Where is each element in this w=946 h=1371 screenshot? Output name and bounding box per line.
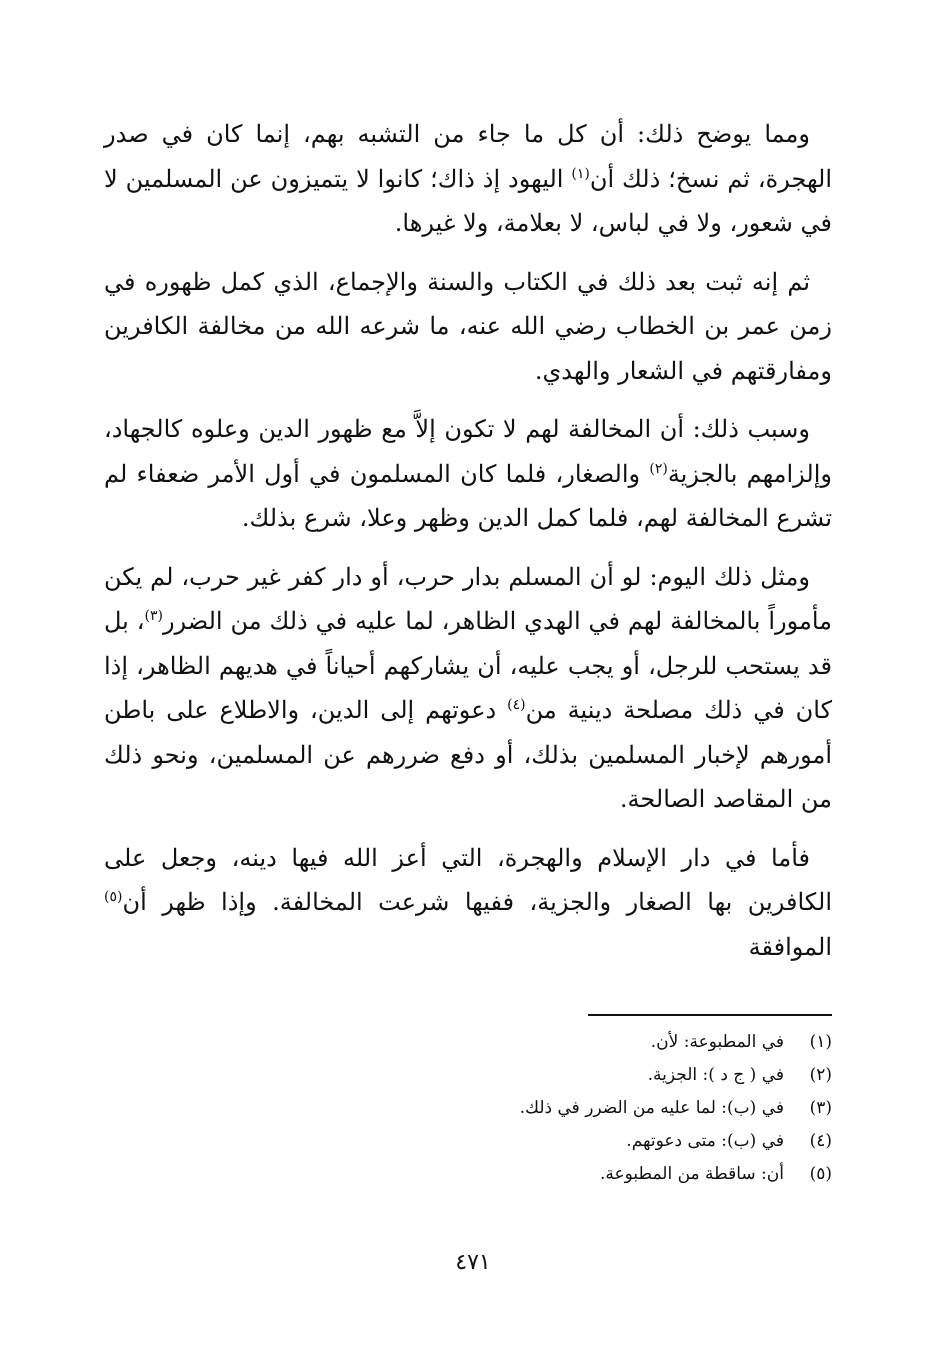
footnote-number: (٢) [809,1065,832,1085]
footnote-ref-1: (١) [571,165,590,182]
footnote-text: في (ب): متى دعوتهم. [626,1131,784,1151]
footnote-5 [104,1158,832,1191]
main-text [104,112,832,969]
footnote-separator [588,1014,832,1016]
footnote-text: في ( ج د ): الجزية. [647,1065,784,1085]
paragraph-5: فأما في دار الإسلام والهجرة، التي أعز الله فيها دينه، وجعل على الكافرين بها الصغار والجزية، ففيها شرعت المخالفة. وإذا ظهر أن$^{(٥)}$ الموافقة [104,843,833,961]
paragraph-1: ومما يوضح ذلك: أن كل ما جاء من التشبه بهم، إنما كان في صدر الهجرة، ثم نسخ؛ ذلك أن$^{(١)}$ اليهود إذ ذاك؛ كانوا لا يتميزون عن المسلمين لا في شعور، ولا في لباس، لا بعلامة، ولا غيرها. [104,120,833,237]
footnotes-list [104,1026,832,1191]
footnote-number: (١) [809,1032,832,1052]
footnote-2 [104,1059,832,1092]
footnote-text: في (ب): لما عليه من الضرر في ذلك. [519,1098,784,1118]
footnote-ref-4: (٤) [507,697,526,713]
footnote-ref-3: (٣) [144,608,163,624]
footnote-number: (٥) [809,1164,832,1184]
footnote-text: في المطبوعة: لأن. [650,1032,784,1052]
footnote-ref-5: (٥) [104,889,123,905]
footnote-3 [104,1092,832,1125]
footnote-ref-2: (٢) [649,460,668,477]
footnote-text: أن: ساقطة من المطبوعة. [599,1164,784,1184]
paragraph-2: ثم إنه ثبت بعد ذلك في الكتاب والسنة والإجماع، الذي كمل ظهوره في زمن عمر بن الخطاب رضي الله عنه، ما شرعه الله من مخالفة الكافرين ومفارقتهم في الشعار والهدي. [104,267,832,385]
footnote-number: (٣) [809,1098,832,1118]
footnote-number: (٤) [809,1131,832,1151]
paragraph-4: ومثل ذلك اليوم: لو أن المسلم بدار حرب، أو دار كفر غير حرب، لم يكن مأموراً بالمخالفة لهم في الهدي الظاهر، لما عليه في ذلك من الضرر$^{(٣)}$، بل قد يستحب للرجل، أو يجب عليه، أن يشاركهم أحياناً في هديهم الظاهر، إذا كان في ذلك مصلحة دينية من$^{(٤)}$ دعوتهم إلى الدين، والاطلاع على باطن أمورهم لإخبار المسلمين بذلك، أو دفع ضررهم عن المسلمين، ونحو ذلك من المقاصد الصالحة. [104,562,832,813]
page-number: ٤٧١ [455,1250,491,1275]
paragraph-3: وسبب ذلك: أن المخالفة لهم لا تكون إلاَّ مع ظهور الدين وعلوه كالجهاد، وإلزامهم بالجزية$^{(٢)}$ والصغار، فلما كان المسلمون في أول الأمر ضعفاء لم تشرع المخالفة لهم، فلما كمل الدين وظهر وعلا، شرع بذلك. [104,415,832,532]
footnote-1 [104,1026,832,1059]
footnote-4 [104,1125,832,1158]
